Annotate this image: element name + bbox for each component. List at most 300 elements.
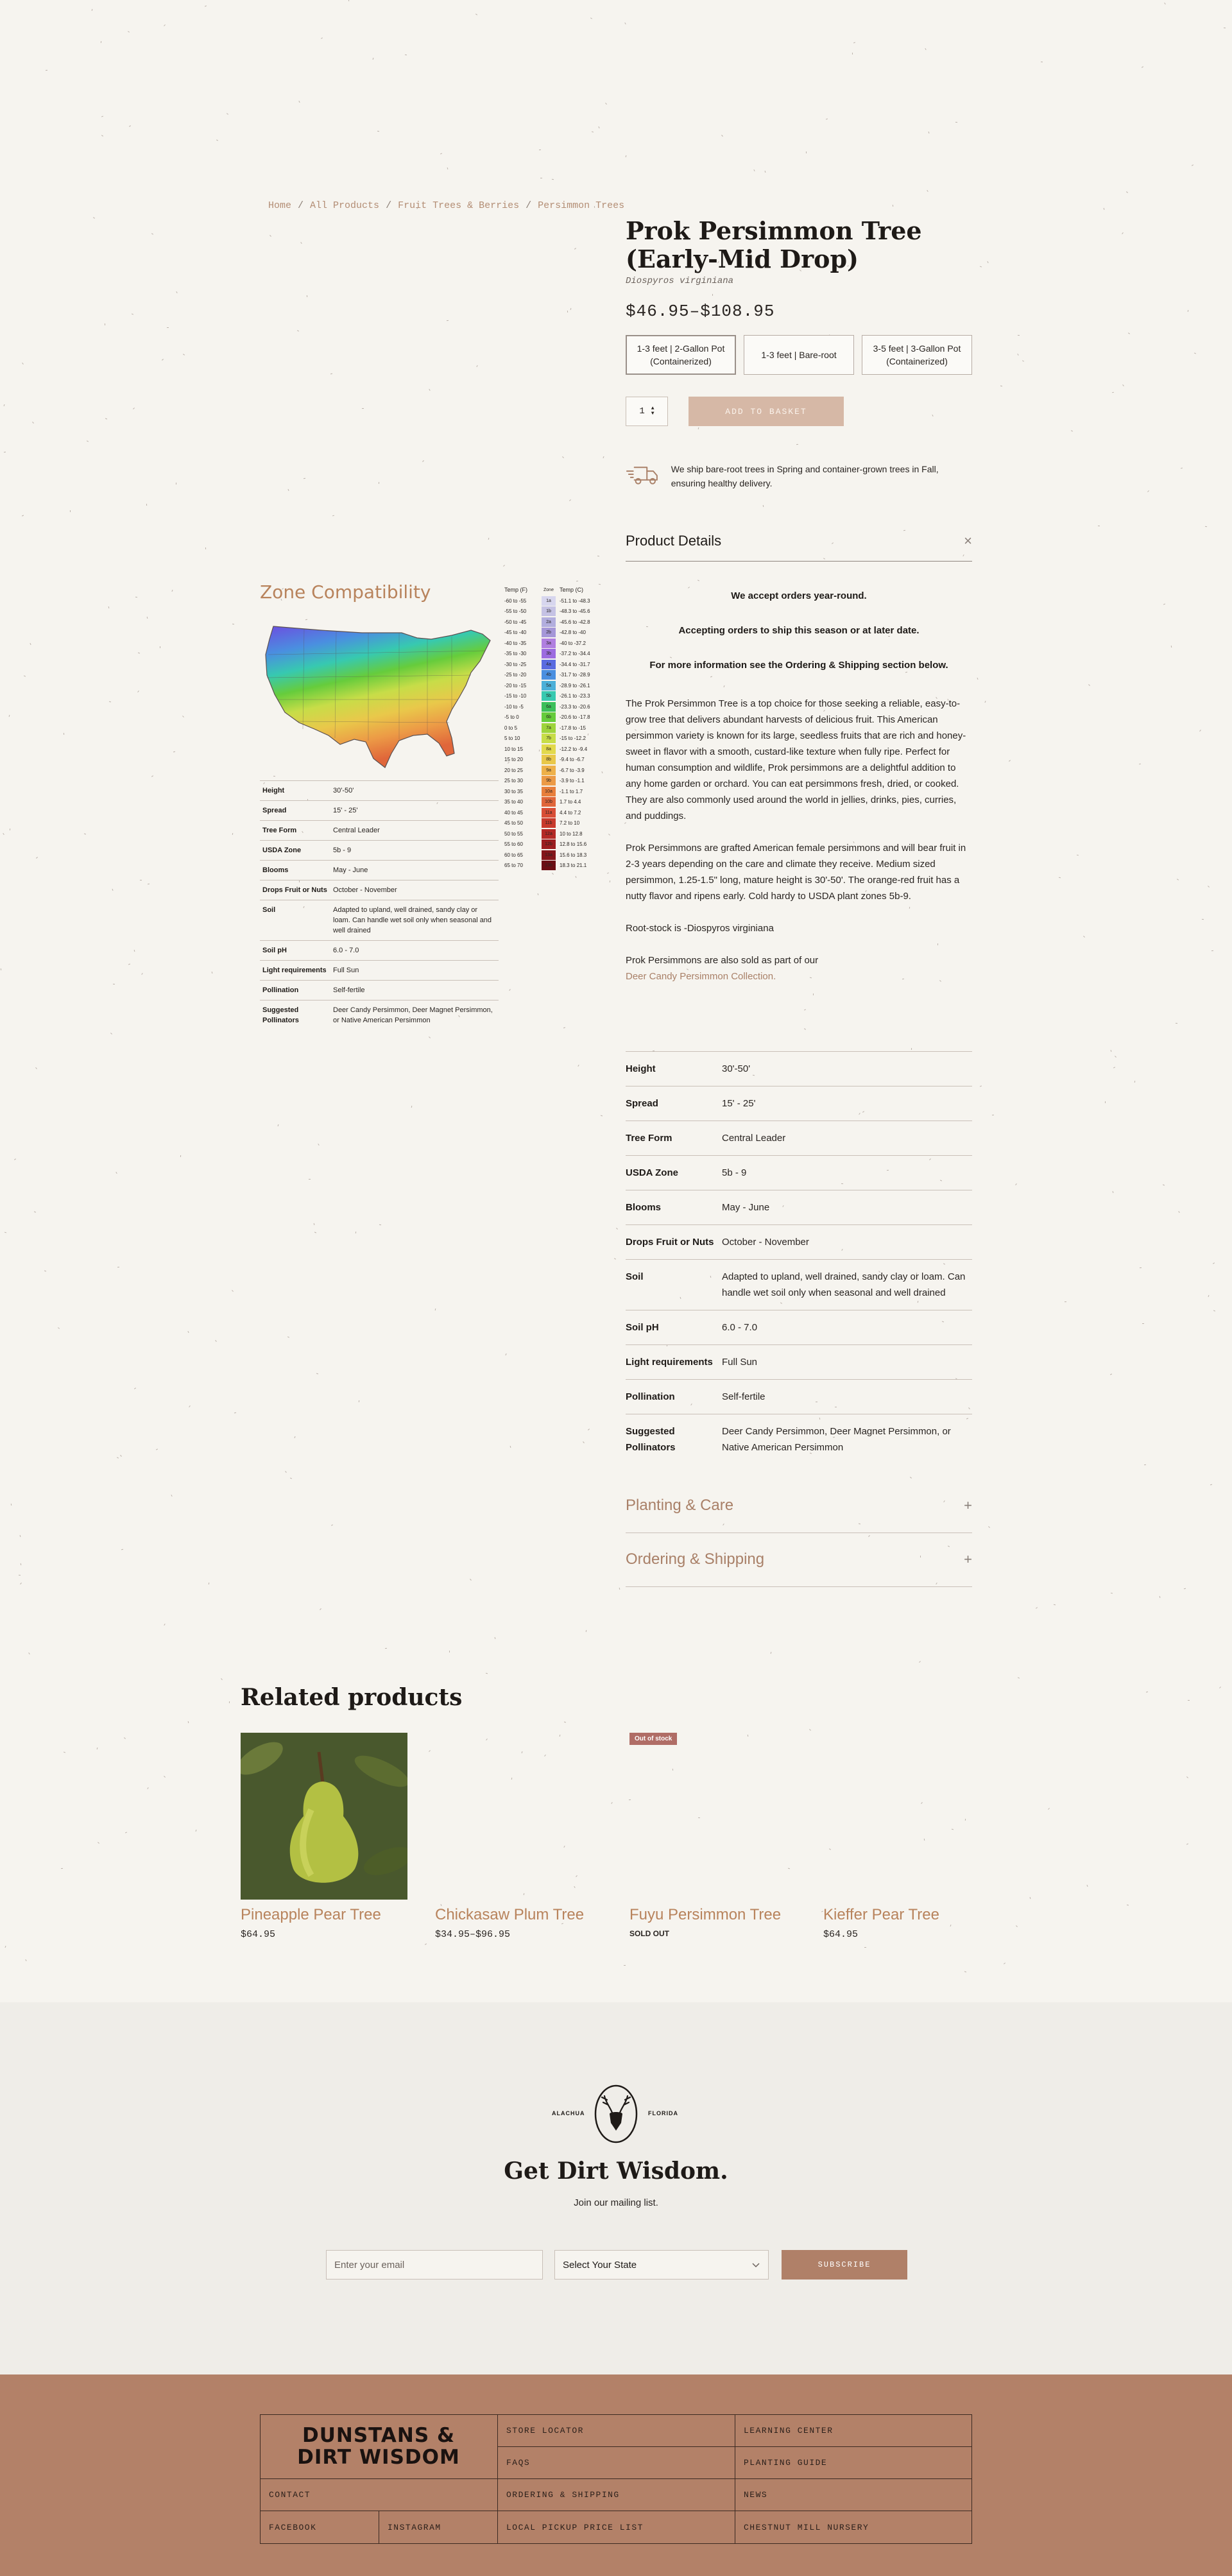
legend-row [504,659,595,670]
speckle [121,1549,123,1550]
legend-temp-c: -17.8 to -15 [560,725,586,731]
legend-temp-f: -50 to -45 [504,619,527,625]
speckle [3,404,4,406]
legend-zone-swatch: 13b [542,861,556,870]
speckle [552,873,554,875]
speckle [806,151,807,153]
speckle [34,1211,36,1212]
speckle [320,1608,321,1610]
legend-temp-c: -31.7 to -28.9 [560,672,590,678]
spec-label: Suggested Pollinators [626,1414,722,1465]
spec-row [626,1225,972,1260]
speckle [1004,1962,1005,1964]
speckle [697,580,699,581]
speckle [984,701,986,703]
footer-link-ordering-shipping[interactable]: ORDERING & SHIPPING [506,2489,620,2500]
speckle [763,505,764,507]
spec-label: Soil pH [260,941,330,961]
speckle [97,1747,98,1749]
speckle [25,1959,26,1961]
product-price: $46.95–$108.95 [626,302,775,321]
legend-zone-swatch: 3b [542,649,556,658]
legend-zone-swatch: 4b [542,670,556,680]
speckle [316,1373,318,1375]
speckle [36,857,38,859]
speckle [108,606,110,608]
speckle [564,1722,566,1723]
footer-link-facebook[interactable]: FACEBOOK [269,2522,317,2532]
quantity-stepper[interactable] [626,397,668,426]
stepper-arrows-icon[interactable]: ▲ ▼ [651,406,654,416]
speckle [1163,603,1165,605]
legend-zone-swatch: 4a [542,660,556,669]
product-image[interactable] [435,1733,602,1900]
speckle [1213,1262,1215,1264]
subscribe-button[interactable]: SUBSCRIBE [782,2250,907,2280]
speckle [278,1124,279,1126]
speckle [1188,1700,1190,1701]
spec-label: USDA Zone [260,841,330,861]
speckle [32,422,34,424]
speckle [146,504,147,506]
logo-right-text: FLORIDA [648,2110,678,2117]
speckle [287,489,289,491]
zone-spec-row [260,981,499,1000]
speckle [1164,3,1166,4]
plus-icon[interactable]: + [964,1551,972,1567]
shipping-note [626,462,972,490]
speckle [987,261,988,263]
legend-row [504,786,595,797]
speckle [1210,1484,1212,1486]
speckle [503,565,505,567]
speckle [771,1652,772,1654]
spec-label: Drops Fruit or Nuts [626,1225,722,1260]
newsletter-title: Get Dirt Wisdom. [504,2158,728,2185]
speckle [1171,646,1172,648]
speckle [616,1228,618,1230]
speckle [19,1575,21,1576]
speckle [601,771,603,773]
spec-value: Self-fertile [722,1380,972,1414]
speckle [116,1172,117,1174]
speckle [137,691,139,692]
zone-spec-row [260,941,499,961]
speckle [1186,1843,1188,1844]
legend-temp-f: 5 to 10 [504,735,520,742]
speckle [4,1232,6,1233]
legend-temp-f: 65 to 70 [504,863,523,869]
speckle [20,1535,21,1537]
legend-zone-swatch: 13a [542,850,556,860]
speckle [570,308,572,310]
legend-zone-swatch: 6a [542,702,556,712]
speckle [1144,1464,1146,1465]
speckle [355,1232,356,1233]
speckle [205,5,207,6]
speckle [1142,1323,1144,1324]
speckle [721,135,723,137]
chevron-down-icon [751,2262,760,2268]
legend-row [504,765,595,776]
legend-temp-f: -25 to -20 [504,672,527,678]
zone-spec-row [260,961,499,981]
legend-row [504,839,595,850]
speckle [964,1971,966,1973]
zone-spec-row [260,900,499,941]
spec-value: Adapted to upland, well drained, sandy clay or loam. Can handle wet soil only when seasonal and well drained [330,900,499,941]
speckle [429,1036,431,1038]
legend-zone-swatch: 12a [542,829,556,839]
close-icon[interactable]: × [964,533,972,549]
legend-temp-f: -10 to -5 [504,703,524,710]
speckle [1159,1596,1161,1598]
speckle [171,1495,172,1497]
plus-icon[interactable]: + [964,1497,972,1513]
footer-link-instagram[interactable]: INSTAGRAM [388,2522,441,2532]
speckle [164,1776,166,1778]
speckle [216,139,218,141]
speckle [377,131,379,132]
legend-temp-c: 18.3 to 21.1 [560,863,587,869]
legend-temp-c: 15.6 to 18.3 [560,852,587,858]
legend-row [504,649,595,660]
speckle [180,1155,181,1157]
notice-line: Accepting orders to ship this season or at later date. [678,625,920,636]
speckle [234,1413,236,1414]
variant-option[interactable]: 3-5 feet | 3-Gallon Pot (Containerized) [862,335,972,375]
product-card[interactable] [241,1733,407,1940]
breadcrumb-category[interactable]: Fruit Trees & Berries [398,200,520,211]
product-name[interactable]: Kieffer Pear Tree [823,1906,939,1923]
spec-row [626,1345,972,1380]
speckle [205,547,206,549]
speckle [1208,886,1210,888]
speckle [948,1545,950,1547]
legend-zone-swatch: 10a [542,787,556,796]
speckle [611,1802,612,1804]
spec-value: October - November [330,880,499,900]
legend-temp-f: 0 to 5 [504,725,518,731]
spec-label: Height [626,1052,722,1086]
product-name[interactable]: Pineapple Pear Tree [241,1906,381,1923]
specs-table [626,1051,972,1464]
legend-zone-swatch: 5a [542,681,556,691]
spec-value: Full Sun [330,961,499,981]
collection-link[interactable]: Deer Candy Persimmon Collection. [626,971,776,982]
speckle [129,125,131,126]
speckle [809,1729,811,1731]
speckle [124,1737,126,1739]
speckle [35,1067,37,1069]
speckle [147,1787,148,1789]
spec-value: 15' - 25' [722,1086,972,1121]
legend-temp-c: -42.8 to -40 [560,630,586,636]
footer-link-chestnut-mill[interactable]: CHESTNUT MILL NURSERY [744,2522,869,2532]
speckle [187,1331,189,1333]
footer-link-local-pickup[interactable]: LOCAL PICKUP PRICE LIST [506,2522,644,2532]
usda-zone-map [259,616,503,777]
legend-zone-swatch: 6b [542,712,556,722]
spec-label: Suggested Pollinators [260,1000,330,1031]
speckle [125,1832,127,1833]
speckle [11,1504,12,1506]
product-name[interactable]: Fuyu Persimmon Tree [629,1906,782,1923]
speckle [1111,1050,1112,1052]
speckle [1186,1776,1188,1778]
speckle [1111,1593,1113,1594]
speckle [134,1387,136,1389]
legend-temp-c: 1.7 to 4.4 [560,799,581,805]
add-to-basket-button[interactable]: ADD TO BASKET [689,397,844,426]
legend-temp-c: -26.1 to -23.3 [560,693,590,700]
spec-value: 5b - 9 [330,841,499,861]
speckle [925,48,926,50]
product-status: SOLD OUT [629,1929,669,1938]
accordion-title: Ordering & Shipping [626,1550,765,1568]
speckle [373,58,374,60]
speckle [495,1637,496,1639]
legend-temp-f: 10 to 15 [504,746,523,752]
legend-temp-c: -48.3 to -45.6 [560,608,590,615]
speckle [563,1027,565,1029]
speckle [429,389,430,391]
email-input[interactable]: Enter your email [326,2250,543,2280]
breadcrumb-all-products[interactable]: All Products [310,200,380,211]
footer-link-news[interactable]: NEWS [744,2489,768,2500]
speckle [109,701,111,703]
description-paragraph: Prok Persimmons are grafted American female persimmons and will bear fruit in 2-3 years depending on the care and climate they receive. Medium sized persimmon, 1.25-1.5" long, mature height is 30'-50'. The orange-red fruit has a nutty flavor and ripens early. Cold hardy to USDA plant zones 5b-9. [626,843,966,902]
legend-header-temp-c: Temp (C) [560,587,584,593]
speckle [167,327,169,328]
spec-value: May - June [330,861,499,880]
product-details-header[interactable] [626,533,972,562]
breadcrumb-current[interactable]: Persimmon Trees [538,200,625,211]
footer-link-learning-center[interactable]: LEARNING CENTER [744,2425,834,2435]
speckle [1139,764,1141,765]
variant-option[interactable]: 1-3 feet | 2-Gallon Pot (Containerized) [626,335,736,375]
speckle [1086,1885,1088,1887]
speckle [188,1721,189,1723]
legend-row [504,734,595,744]
spec-label: Pollination [260,981,330,1000]
spec-value: 30'-50' [722,1052,972,1086]
speckle [853,42,855,43]
speckle [1192,164,1194,166]
speckle [151,775,153,777]
speckle [128,964,130,965]
spec-row [626,1052,972,1086]
description-paragraph [626,952,972,984]
speckle [4,1946,6,1948]
speckle [1147,490,1149,492]
speckle [1110,1373,1112,1375]
product-card[interactable] [435,1733,602,1940]
product-image[interactable] [823,1733,990,1900]
legend-temp-c: -1.1 to 1.7 [560,788,583,794]
spec-label: Soil pH [626,1310,722,1345]
speckle [1022,360,1024,361]
speckle [910,1477,912,1479]
product-description [626,696,972,1000]
legend-temp-f: -20 to -15 [504,682,527,689]
speckle [1178,1211,1179,1213]
speckle [1208,1295,1210,1297]
legend-temp-f: 30 to 35 [504,788,523,794]
speckle [141,973,142,975]
spec-label: USDA Zone [626,1156,722,1190]
spec-label: Pollination [626,1380,722,1414]
product-price: $64.95 [241,1929,276,1940]
speckle [314,1232,316,1233]
speckle [603,456,604,458]
legend-row [504,596,595,606]
speckle [61,1868,63,1869]
speckle [183,354,185,356]
spec-value: May - June [722,1190,972,1225]
spec-label: Soil [626,1260,722,1310]
accordion-ordering-shipping[interactable] [626,1550,972,1587]
speckle [4,452,6,453]
spec-value: Central Leader [330,821,499,841]
speckle [1059,877,1061,879]
product-card[interactable] [629,1733,796,1938]
speckle [605,103,607,105]
legend-row [504,744,595,755]
zone-legend [504,584,595,871]
newsletter-subtitle: Join our mailing list. [574,2197,658,2208]
speckle [562,456,564,458]
speckle [569,499,571,501]
legend-temp-c: -51.1 to -48.3 [560,597,590,604]
spec-row [626,1380,972,1414]
speckle [1112,392,1114,393]
speckle [112,889,113,891]
spec-label: Tree Form [626,1121,722,1156]
speckle [93,217,95,218]
speckle [14,1158,16,1160]
description-paragraph: Root-stock is -Diospyros virginiana [626,923,774,934]
speckle [1134,1081,1135,1083]
footer-link-store-locator[interactable]: STORE LOCATOR [506,2425,584,2435]
spec-value: October - November [722,1225,972,1260]
speckle [110,1033,112,1035]
spec-label: Blooms [626,1190,722,1225]
footer-link-contact[interactable]: CONTACT [269,2489,311,2500]
speckle [1009,760,1011,762]
legend-temp-c: -45.6 to -42.8 [560,619,590,625]
speckle [1016,1925,1018,1927]
speckle [64,1751,65,1753]
speckle [864,1947,866,1948]
spec-label: Light requirements [260,961,330,981]
speckle [209,1583,210,1584]
site-logo[interactable] [549,2083,683,2145]
zone-spec-row [260,841,499,861]
speckle [1083,936,1085,938]
accordion-planting-care[interactable] [626,1497,972,1533]
legend-zone-swatch: 7a [542,723,556,733]
legend-temp-c: 7.2 to 10 [560,820,580,827]
footer-link-faqs[interactable]: FAQS [506,2457,531,2468]
add-to-cart-row [626,397,972,426]
speckle [977,678,978,680]
speckle [1048,1808,1050,1810]
footer-brand[interactable] [260,2414,497,2478]
speckle [928,132,930,133]
speckle [1194,352,1196,354]
spec-label: Spread [260,801,330,821]
breadcrumb-separator: / [298,200,304,211]
breadcrumb-home[interactable]: Home [268,200,292,211]
speckle [753,169,755,171]
legend-zone-swatch: 12b [542,839,556,849]
speckle [105,418,107,419]
product-image[interactable] [241,1733,407,1900]
speckle [509,989,511,991]
variant-option[interactable]: 1-3 feet | Bare-root [744,335,854,375]
speckle [980,1085,982,1086]
legend-zone-swatch: 9b [542,776,556,786]
variant-selector [626,335,972,375]
legend-zone-swatch: 8a [542,744,556,754]
footer-link-planting-guide[interactable]: PLANTING GUIDE [744,2457,828,2468]
speckle [309,1179,311,1180]
speckle [796,444,798,445]
speckle [304,478,305,479]
legend-zone-swatch: 2b [542,628,556,637]
speckle [538,893,539,895]
speckle [826,118,828,119]
speckle [475,13,477,15]
speckle [599,584,601,585]
legend-zone-swatch: 2a [542,617,556,627]
speckle [330,374,332,375]
speckle [1184,1588,1186,1590]
legend-temp-f: -45 to -40 [504,630,527,636]
speckle [1127,1905,1129,1906]
speckle [215,1340,217,1342]
speckle [1219,1687,1221,1688]
speckle [300,242,302,244]
product-name[interactable]: Chickasaw Plum Tree [435,1906,585,1923]
product-image[interactable] [629,1733,796,1900]
speckle [195,1830,196,1832]
speckle [58,1327,60,1329]
legend-temp-f: -60 to -55 [504,597,527,604]
speckle [182,716,184,717]
speckle [505,1353,506,1355]
state-select[interactable] [554,2250,769,2280]
spec-label: Tree Form [260,821,330,841]
spec-label: Blooms [260,861,330,880]
spec-value: 30'-50' [330,781,499,801]
speckle [28,1653,30,1654]
legend-temp-f: 55 to 60 [504,841,523,848]
speckle [435,1309,436,1310]
zone-spec-row [260,1000,499,1031]
speckle [101,116,103,117]
legend-zone-swatch: 10b [542,797,556,807]
speckle [429,1750,431,1752]
speckle [574,248,576,250]
legend-temp-f: 50 to 55 [504,830,523,837]
speckle [84,834,86,835]
legend-temp-f: 45 to 50 [504,820,523,827]
product-card[interactable] [823,1733,990,1940]
speckle [1188,310,1189,312]
speckle [955,122,957,123]
